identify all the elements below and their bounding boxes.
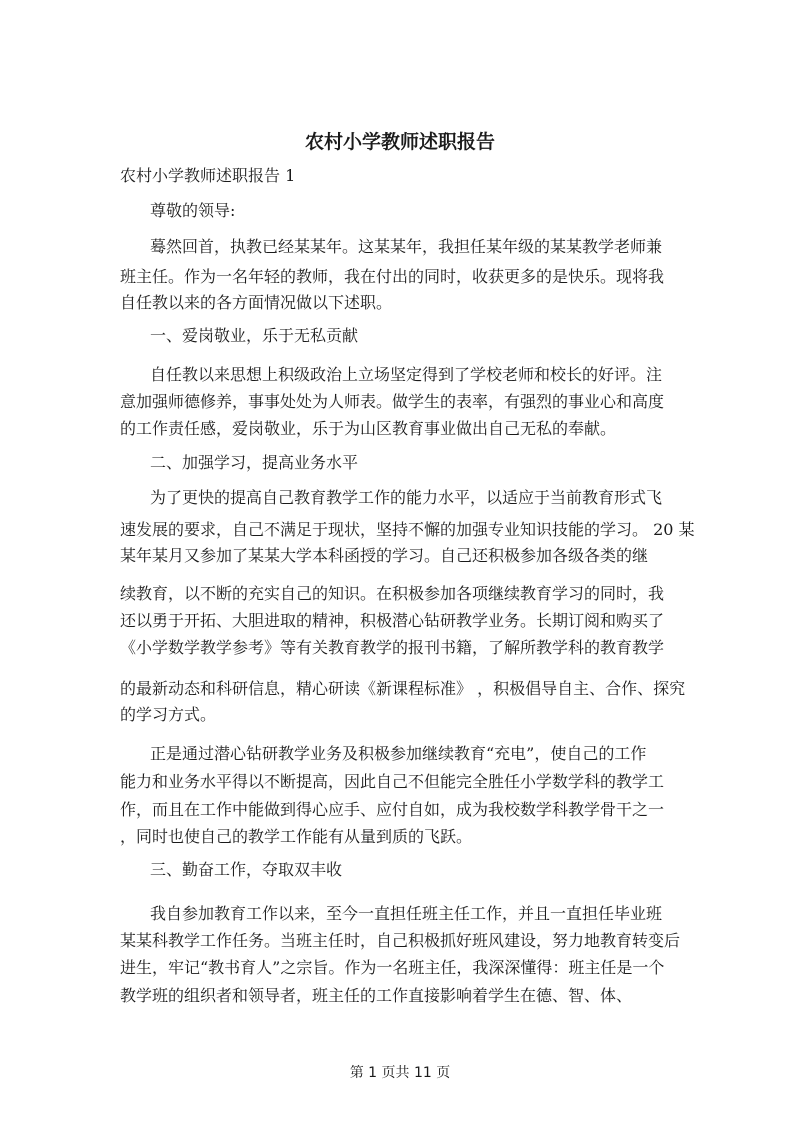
section-heading: 二、加强学习，提高业务水平 — [150, 453, 359, 472]
text-line: 正是通过潜心钻研教学业务及积极参加继续教育“充电”，使自己的工作 — [150, 744, 647, 763]
text-line: 速发展的要求，自己不满足于现状，坚持不懈的加强专业知识技能的学习。 20 某 — [120, 520, 695, 539]
text-line: 某某科教学工作任务。当班主任时，自己积极抓好班风建设，努力地教育转变后 — [120, 931, 681, 950]
section-heading: 一、爱岗敬业，乐于无私贡献 — [150, 326, 359, 345]
text-line: 《小学数学教学参考》等有关教育教学的报刊书籍，了解所教学科的教育教学 — [120, 638, 665, 657]
text-line: ，同时也使自己的教学工作能有从量到质的飞跃。 — [120, 827, 473, 846]
text-line: 自任教以来的各方面情况做以下述职。 — [120, 293, 393, 312]
text-line: 的最新动态和科研信息，精心研读《新课程标准》 ，积极倡导自主、合作、探究 — [120, 679, 686, 698]
text-line: 的工作责任感，爱岗敬业，乐于为山区教育事业做出自己无私的奉献。 — [120, 419, 617, 438]
text-line: 教学班的组织者和领导者，班主任的工作直接影响着学生在德、智、体、 — [120, 986, 633, 1005]
text-line: 为了更快的提高自己教育教学工作的能力水平，以适应于当前教育形式飞 — [150, 488, 663, 507]
text-line: 还以勇于开拓、大胆进取的精神，积极潜心钻研教学业务。长期订阅和购买了 — [120, 611, 665, 630]
text-line: 的学习方式。 — [120, 705, 217, 724]
text-line: 进生，牢记“教书育人”之宗旨。作为一名班主任，我深深懂得：班主任是一个 — [120, 958, 665, 977]
text-line: 班主任。作为一名年轻的教师，我在付出的同时，收获更多的是快乐。现将我 — [120, 267, 665, 286]
document-subtitle: 农村小学教师述职报告 1 — [120, 166, 296, 185]
document-title: 农村小学教师述职报告 — [304, 131, 495, 153]
text-line: 某年某月又参加了某某大学本科函授的学习。自己还积极参加各级各类的继 — [120, 546, 649, 565]
text-line: 蓦然回首，执教已经某某年。这某某年，我担任某年级的某某教学老师兼 — [150, 237, 663, 256]
text-line: 我自参加教育工作以来，至今一直担任班主任工作，并且一直担任毕业班 — [150, 904, 663, 923]
text-line: 能力和业务水平得以不断提高，因此自己不但能完全胜任小学数学科的教学工 — [120, 772, 665, 791]
page-footer: 第 1 页共 11 页 — [349, 1065, 451, 1081]
greeting: 尊敬的领导: — [150, 201, 236, 220]
text-line: 续教育，以不断的充实自己的知识。在积极参加各项继续教育学习的同时，我 — [120, 584, 665, 603]
section-heading: 三、勤奋工作，夺取双丰收 — [150, 860, 343, 879]
text-line: 作，而且在工作中能做到得心应手、应付自如，成为我校数学科教学骨干之一 — [120, 800, 665, 819]
text-line: 意加强师德修养，事事处处为人师表。做学生的表率，有强烈的事业心和高度 — [120, 392, 665, 411]
text-line: 自任教以来思想上积级政治上立场坚定得到了学校老师和校长的好评。注 — [150, 365, 663, 384]
